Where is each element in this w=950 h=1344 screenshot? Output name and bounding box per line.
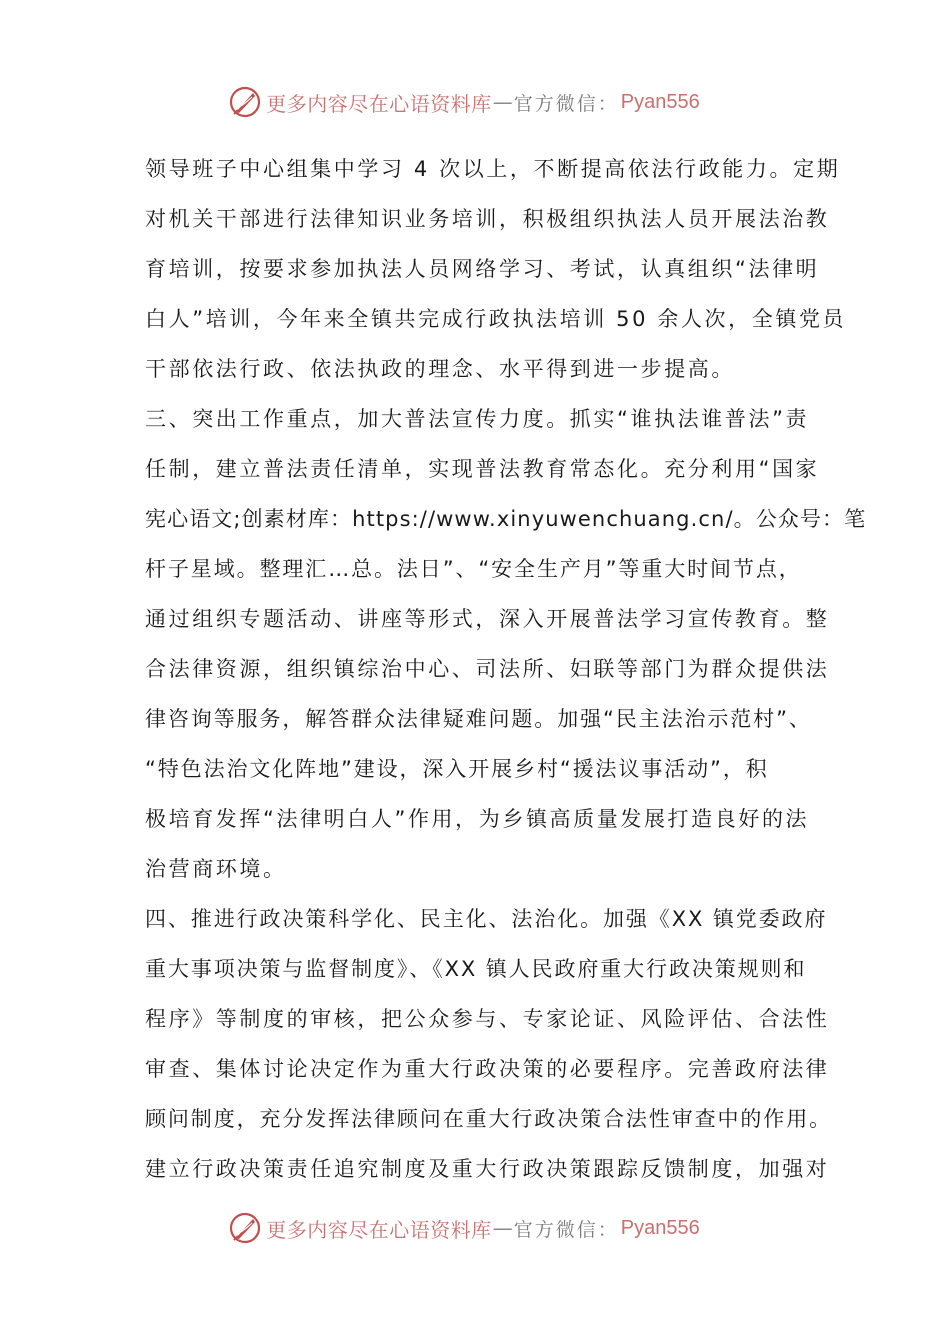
body-line-20: 顾问制度，充分发挥法律顾问在重大行政决策合法性审查中的作用。 bbox=[145, 1107, 832, 1131]
quill-logo-icon bbox=[228, 1211, 262, 1245]
banner-brand-text: 更多内容尽在心语资料库 bbox=[266, 1217, 492, 1242]
body-line-10: 通过组织专题活动、讲座等形式，深入开展普法学习宣传教育。整 bbox=[145, 607, 830, 631]
body-line-2: 对机关干部进行法律知识业务培训，积极组织执法人员开展法治教 bbox=[145, 207, 830, 231]
body-line-12: 律咨询等服务，解答群众法律疑难问题。加强“民主法治示范村”、 bbox=[145, 707, 812, 731]
body-line-7: 任制，建立普法责任清单，实现普法教育常态化。充分利用“国家 bbox=[145, 457, 820, 481]
banner-wechat-label: 官方微信： bbox=[513, 1218, 619, 1241]
header-watermark-banner bbox=[0, 82, 950, 122]
body-line-19: 审查、集体讨论决定作为重大行政决策的必要程序。完善政府法律 bbox=[145, 1057, 830, 1081]
document-body bbox=[145, 144, 867, 1194]
body-line-4: 白人”培训，今年来全镇共完成行政执法培训 50 余人次，全镇党员 bbox=[145, 307, 847, 331]
banner-wechat-label: 官方微信： bbox=[513, 92, 619, 115]
body-line-16: 四、推进行政决策科学化、民主化、法治化。加强《XX 镇党委政府 bbox=[145, 907, 828, 931]
body-line-3: 育培训，按要求参加执法人员网络学习、考试，认真组织“法律明 bbox=[145, 257, 820, 281]
body-line-14: 极培育发挥“法律明白人”作用，为乡镇高质量发展打造良好的法 bbox=[145, 807, 810, 831]
banner-dash: — bbox=[492, 1216, 513, 1240]
quill-logo-icon bbox=[228, 85, 262, 119]
banner-brand-text: 更多内容尽在心语资料库 bbox=[266, 91, 492, 116]
banner-wechat-id: Pyan556 bbox=[620, 1216, 700, 1239]
body-line-15: 治营商环境。 bbox=[145, 857, 287, 881]
body-line-6: 三、突出工作重点，加大普法宣传力度。抓实“谁执法谁普法”责 bbox=[145, 407, 810, 431]
body-line-8: 宪心语文;创素材库：https://www.xinyuwenchuang.cn/。公众号：笔 bbox=[145, 507, 867, 531]
body-line-17: 重大事项决策与监督制度》、《XX 镇人民政府重大行政决策规则和 bbox=[145, 957, 807, 981]
body-line-13: “特色法治文化阵地”建设，深入开展乡村“援法议事活动”，积 bbox=[145, 757, 769, 781]
body-line-1: 领导班子中心组集中学习 4 次以上，不断提高依法行政能力。定期 bbox=[145, 157, 841, 181]
body-line-9: 杆子星域。整理汇…总。法日”、“安全生产月”等重大时间节点， bbox=[145, 557, 802, 581]
body-line-5: 干部依法行政、依法执政的理念、水平得到进一步提高。 bbox=[145, 357, 735, 381]
banner-wechat-id: Pyan556 bbox=[620, 90, 700, 113]
body-line-21: 建立行政决策责任追究制度及重大行政决策跟踪反馈制度，加强对 bbox=[145, 1157, 830, 1181]
footer-watermark-banner bbox=[0, 1208, 950, 1248]
body-line-11: 合法律资源，组织镇综治中心、司法所、妇联等部门为群众提供法 bbox=[145, 657, 830, 681]
body-line-18: 程序》等制度的审核，把公众参与、专家论证、风险评估、合法性 bbox=[145, 1007, 830, 1031]
banner-dash: — bbox=[492, 90, 513, 114]
